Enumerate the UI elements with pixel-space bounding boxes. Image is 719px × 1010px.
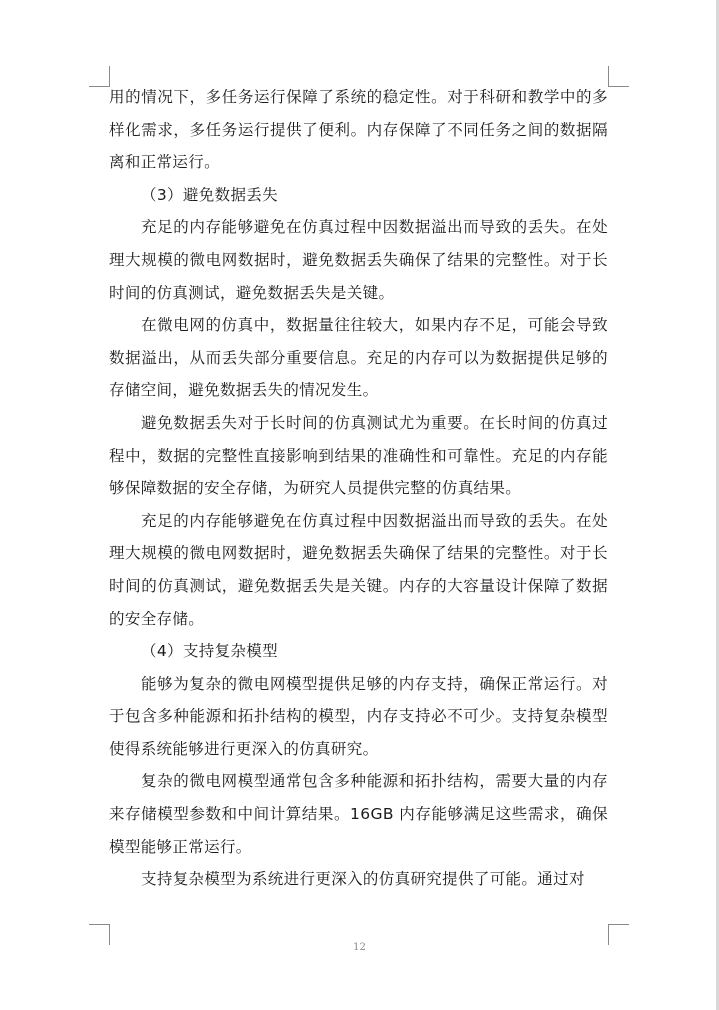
document-body [109,81,608,896]
paragraph: 避免数据丢失对于长时间的仿真测试尤为重要。在长时间的仿真过程中，数据的完整性直接影响到结果的准确性和可靠性。充足的内存能够保障数据的安全存储，为研究人员提供完整的仿真结果。 [109,413,608,498]
section-heading: （4）支持复杂模型 [141,642,279,661]
paragraph: 复杂的微电网模型通常包含多种能源和拓扑结构，需要大量的内存来存储模型参数和中间计算结果。16GB 内存能够满足这些需求，确保模型能够正常运行。 [109,772,608,856]
paragraph: 充足的内存能够避免在仿真过程中因数据溢出而导致的丢失。在处理大规模的微电网数据时，避免数据丢失确保了结果的完整性。对于长时间的仿真测试，避免数据丢失是关键。内存的大容量设计保障了数据的安全存储。 [109,511,608,628]
paragraph: 在微电网的仿真中，数据量往往较大，如果内存不足，可能会导致数据溢出，从而丢失部分重要信息。充足的内存可以为数据提供足够的存储空间，避免数据丢失的情况发生。 [109,316,608,400]
paragraph: 能够为复杂的微电网模型提供足够的内存支持，确保正常运行。对于包含多种能源和拓扑结构的模型，内存支持必不可少。支持复杂模型使得系统能够进行更深入的仿真研究。 [109,674,608,758]
paragraph: 充足的内存能够避免在仿真过程中因数据溢出而导致的丢失。在处理大规模的微电网数据时，避免数据丢失确保了结果的完整性。对于长时间的仿真测试，避免数据丢失是关键。 [109,218,608,302]
paragraph: 用的情况下，多任务运行保障了系统的稳定性。对于科研和教学中的多样化需求，多任务运行提供了便利。内存保障了不同任务之间的数据隔离和正常运行。 [109,88,608,172]
paragraph: 支持复杂模型为系统进行更深入的仿真研究提供了可能。通过对 [141,870,585,889]
margin-corner-mark-top-left [89,66,110,87]
page-number: 12 [353,942,366,953]
margin-corner-mark-top-right [608,66,629,87]
section-heading: （3）避免数据丢失 [141,185,279,204]
